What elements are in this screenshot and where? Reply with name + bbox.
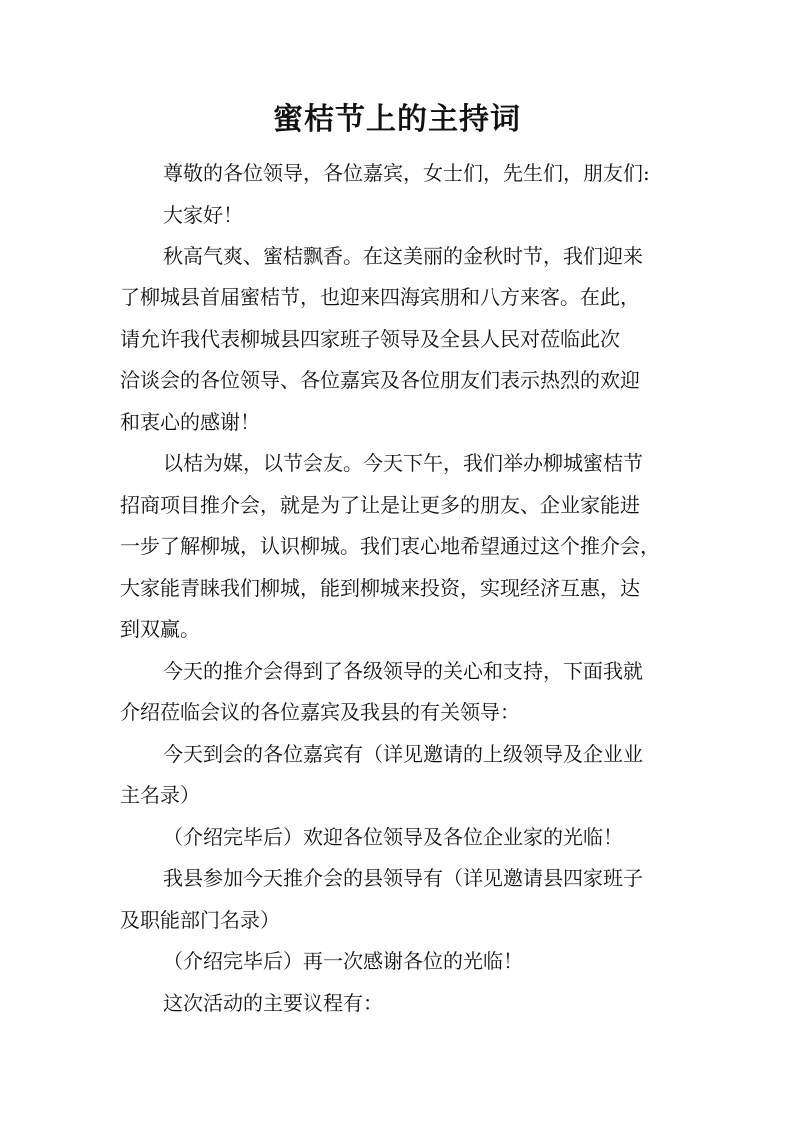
text-line-8: 以桔为媒，以节会友。今天下午，我们举办柳城蜜桔节 xyxy=(163,451,643,475)
text-line-12: 到双赢。 xyxy=(120,617,200,641)
text-line-11: 大家能青睐我们柳城，能到柳城来投资，实现经济互惠，达 xyxy=(120,576,640,600)
text-line-3: 秋高气爽、蜜桔飘香。在这美丽的金秋时节，我们迎来 xyxy=(163,244,643,268)
text-line-18: 我县参加今天推介会的县领导有（详见邀请县四家班子 xyxy=(163,866,643,890)
text-line-21: 这次活动的主要议程有： xyxy=(163,991,383,1015)
text-line-6: 洽谈会的各位领导、各位嘉宾及各位朋友们表示热烈的欢迎 xyxy=(120,368,640,392)
text-line-7: 和衷心的感谢！ xyxy=(120,410,260,434)
text-line-10: 一步了解柳城，认识柳城。我们衷心地希望通过这个推介会， xyxy=(120,534,660,558)
text-line-13: 今天的推介会得到了各级领导的关心和支持，下面我就 xyxy=(163,659,643,683)
text-line-4: 了柳城县首届蜜桔节，也迎来四海宾朋和八方来客。在此， xyxy=(120,285,640,309)
text-line-5: 请允许我代表柳城县四家班子领导及全县人民对莅临此次 xyxy=(120,327,620,351)
text-line-20: （介绍完毕后）再一次感谢各位的光临！ xyxy=(163,949,523,973)
text-line-1: 尊敬的各位领导，各位嘉宾，女士们，先生们，朋友们: xyxy=(163,161,650,185)
text-line-15: 今天到会的各位嘉宾有（详见邀请的上级领导及企业业 xyxy=(163,742,643,766)
text-line-16: 主名录） xyxy=(120,783,200,807)
text-line-2: 大家好！ xyxy=(163,203,243,227)
text-line-9: 招商项目推介会，就是为了让是让更多的朋友、企业家能进 xyxy=(120,493,640,517)
document-title: 蜜桔节上的主持词 xyxy=(273,102,521,137)
text-line-17: （介绍完毕后）欢迎各位领导及各位企业家的光临！ xyxy=(163,825,623,849)
text-line-14: 介绍莅临会议的各位嘉宾及我县的有关领导： xyxy=(120,700,520,724)
text-line-19: 及职能部门名录） xyxy=(120,908,280,932)
